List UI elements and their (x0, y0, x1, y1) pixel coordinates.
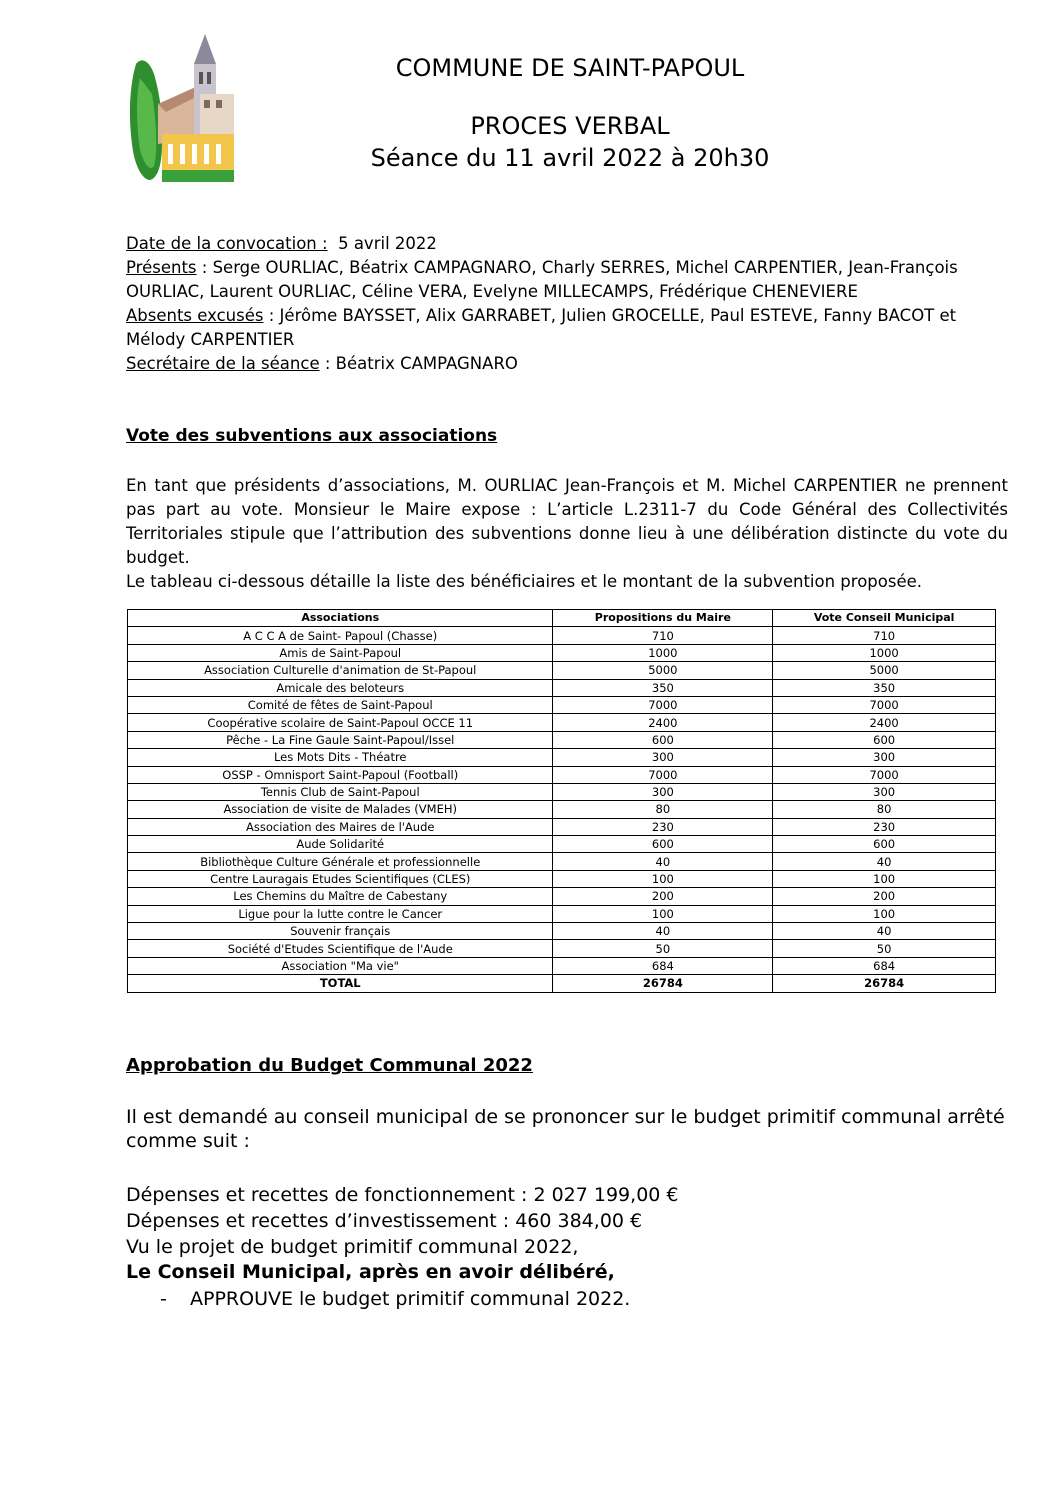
presents-line (126, 256, 1010, 304)
total-proposition-cell: 26784 (553, 975, 773, 992)
table-row (128, 679, 996, 696)
presents-label: Présents (126, 258, 197, 277)
bullet-mark: - (160, 1288, 167, 1310)
proposition-cell: 300 (553, 783, 773, 800)
table-row (128, 644, 996, 661)
vote-cell: 710 (773, 627, 996, 644)
proposition-cell: 50 (553, 940, 773, 957)
proposition-cell: 350 (553, 679, 773, 696)
association-cell: Association des Maires de l'Aude (128, 818, 553, 835)
table-row (128, 662, 996, 679)
church-logo-icon (128, 34, 234, 182)
vote-cell: 684 (773, 957, 996, 974)
table-row (128, 749, 996, 766)
association-cell: Association "Ma vie" (128, 957, 553, 974)
vote-cell: 300 (773, 749, 996, 766)
proposition-cell: 300 (553, 749, 773, 766)
proposition-cell: 5000 (553, 662, 773, 679)
proposition-cell: 7000 (553, 766, 773, 783)
presents-value: : Serge OURLIAC, Béatrix CAMPAGNARO, Charly SERRES, Michel CARPENTIER, Jean-François OURLIAC, Laurent OURLIAC, Céline VERA, Evelyne MILLECAMPS, Frédérique CHENEVIERE (126, 258, 958, 301)
association-cell: Pêche - La Fine Gaule Saint-Papoul/Issel (128, 731, 553, 748)
subventions-table (127, 609, 996, 993)
table-row (128, 940, 996, 957)
association-cell: Centre Lauragais Etudes Scientifiques (CLES) (128, 870, 553, 887)
table-row (128, 766, 996, 783)
proposition-cell: 100 (553, 870, 773, 887)
association-cell: Bibliothèque Culture Générale et professionnelle (128, 853, 553, 870)
absents-label: Absents excusés (126, 306, 264, 325)
secretaire-label: Secrétaire de la séance (126, 354, 320, 373)
vote-cell: 50 (773, 940, 996, 957)
table-row (128, 836, 996, 853)
convocation-line (126, 232, 1010, 256)
absents-line (126, 304, 1010, 352)
vote-cell: 80 (773, 801, 996, 818)
table-row (128, 818, 996, 835)
vote-cell: 230 (773, 818, 996, 835)
association-cell: Aude Solidarité (128, 836, 553, 853)
subventions-table-intro: Le tableau ci-dessous détaille la liste des bénéficiaires et le montant de la subvention proposée. (126, 572, 922, 591)
bullet-text: APPROUVE le budget primitif communal 2022. (190, 1288, 631, 1310)
association-cell: Association Culturelle d'animation de St-Papoul (128, 662, 553, 679)
association-cell: Coopérative scolaire de Saint-Papoul OCCE 11 (128, 714, 553, 731)
vote-cell: 300 (773, 783, 996, 800)
total-label-cell: TOTAL (128, 975, 553, 992)
table-row (128, 627, 996, 644)
table-row (128, 957, 996, 974)
column-header: Associations (128, 610, 553, 627)
association-cell: Les Chemins du Maître de Cabestany (128, 888, 553, 905)
total-vote-cell: 26784 (773, 975, 996, 992)
table-row (128, 783, 996, 800)
association-cell: Amicale des beloteurs (128, 679, 553, 696)
total-row (128, 975, 996, 992)
budget-investissement: Dépenses et recettes d’investissement : 460 384,00 € (126, 1210, 643, 1232)
association-cell: Comité de fêtes de Saint-Papoul (128, 696, 553, 713)
absents-value: : Jérôme BAYSSET, Alix GARRABET, Julien GROCELLE, Paul ESTEVE, Fanny BACOT et Mélody CARPENTIER (126, 306, 957, 349)
table-row (128, 801, 996, 818)
vote-cell: 1000 (773, 644, 996, 661)
column-header: Propositions du Maire (553, 610, 773, 627)
proposition-cell: 2400 (553, 714, 773, 731)
proposition-cell: 230 (553, 818, 773, 835)
association-cell: Ligue pour la lutte contre le Cancer (128, 905, 553, 922)
proposition-cell: 200 (553, 888, 773, 905)
commune-title: COMMUNE DE SAINT-PAPOUL (395, 54, 745, 82)
proposition-cell: 80 (553, 801, 773, 818)
association-cell: A C C A de Saint- Papoul (Chasse) (128, 627, 553, 644)
column-header: Vote Conseil Municipal (773, 610, 996, 627)
budget-projet: Vu le projet de budget primitif communal 2022, (126, 1236, 579, 1258)
proposition-cell: 40 (553, 853, 773, 870)
association-cell: OSSP - Omnisport Saint-Papoul (Football) (128, 766, 553, 783)
table-row (128, 888, 996, 905)
vote-cell: 2400 (773, 714, 996, 731)
vote-cell: 600 (773, 731, 996, 748)
proposition-cell: 710 (553, 627, 773, 644)
vote-cell: 7000 (773, 766, 996, 783)
association-cell: Amis de Saint-Papoul (128, 644, 553, 661)
table-row (128, 714, 996, 731)
budget-bullet (160, 1287, 630, 1311)
vote-cell: 40 (773, 853, 996, 870)
secretaire-line (126, 352, 1010, 376)
proposition-cell: 684 (553, 957, 773, 974)
proposition-cell: 600 (553, 731, 773, 748)
association-cell: Société d'Etudes Scientifique de l'Aude (128, 940, 553, 957)
meeting-meta (126, 232, 1010, 376)
budget-intro: Il est demandé au conseil municipal de se prononcer sur le budget primitif communal arrêté comme suit : (126, 1106, 1005, 1152)
table-header-row (128, 610, 996, 627)
secretaire-value: : Béatrix CAMPAGNARO (319, 354, 518, 373)
table-row (128, 870, 996, 887)
subventions-intro: En tant que présidents d’associations, M. OURLIAC Jean-François et M. Michel CARPENTIER ne prennent pas part au vote. Monsieur le Maire expose : L’article L.2311-7 du Code Général des Collectivités Territoriales stipule que l’attribution des subventions donne lieu à une délibération distincte du vote du budget. (126, 476, 1008, 567)
table-row (128, 853, 996, 870)
budget-title: Approbation du Budget Communal 2022 (126, 1055, 533, 1076)
table-row (128, 905, 996, 922)
budget-fonctionnement: Dépenses et recettes de fonctionnement : 2 027 199,00 € (126, 1184, 679, 1206)
proposition-cell: 1000 (553, 644, 773, 661)
association-cell: Association de visite de Malades (VMEH) (128, 801, 553, 818)
vote-cell: 100 (773, 905, 996, 922)
table-body (128, 627, 996, 992)
vote-cell: 200 (773, 888, 996, 905)
convocation-value: 5 avril 2022 (338, 234, 437, 253)
session-date: Séance du 11 avril 2022 à 20h30 (370, 144, 770, 172)
association-cell: Tennis Club de Saint-Papoul (128, 783, 553, 800)
association-cell: Les Mots Dits - Théatre (128, 749, 553, 766)
vote-cell: 350 (773, 679, 996, 696)
vote-cell: 600 (773, 836, 996, 853)
vote-cell: 7000 (773, 696, 996, 713)
vote-cell: 40 (773, 923, 996, 940)
proposition-cell: 600 (553, 836, 773, 853)
vote-cell: 5000 (773, 662, 996, 679)
document-header (330, 52, 810, 174)
table-row (128, 696, 996, 713)
subventions-title: Vote des subventions aux associations (126, 426, 498, 446)
table-row (128, 731, 996, 748)
vote-cell: 100 (773, 870, 996, 887)
document-type: PROCES VERBAL (470, 112, 670, 140)
proposition-cell: 100 (553, 905, 773, 922)
proposition-cell: 40 (553, 923, 773, 940)
budget-decision: Le Conseil Municipal, après en avoir délibéré, (126, 1261, 615, 1283)
association-cell: Souvenir français (128, 923, 553, 940)
table-row (128, 923, 996, 940)
convocation-label: Date de la convocation : (126, 234, 328, 253)
proposition-cell: 7000 (553, 696, 773, 713)
